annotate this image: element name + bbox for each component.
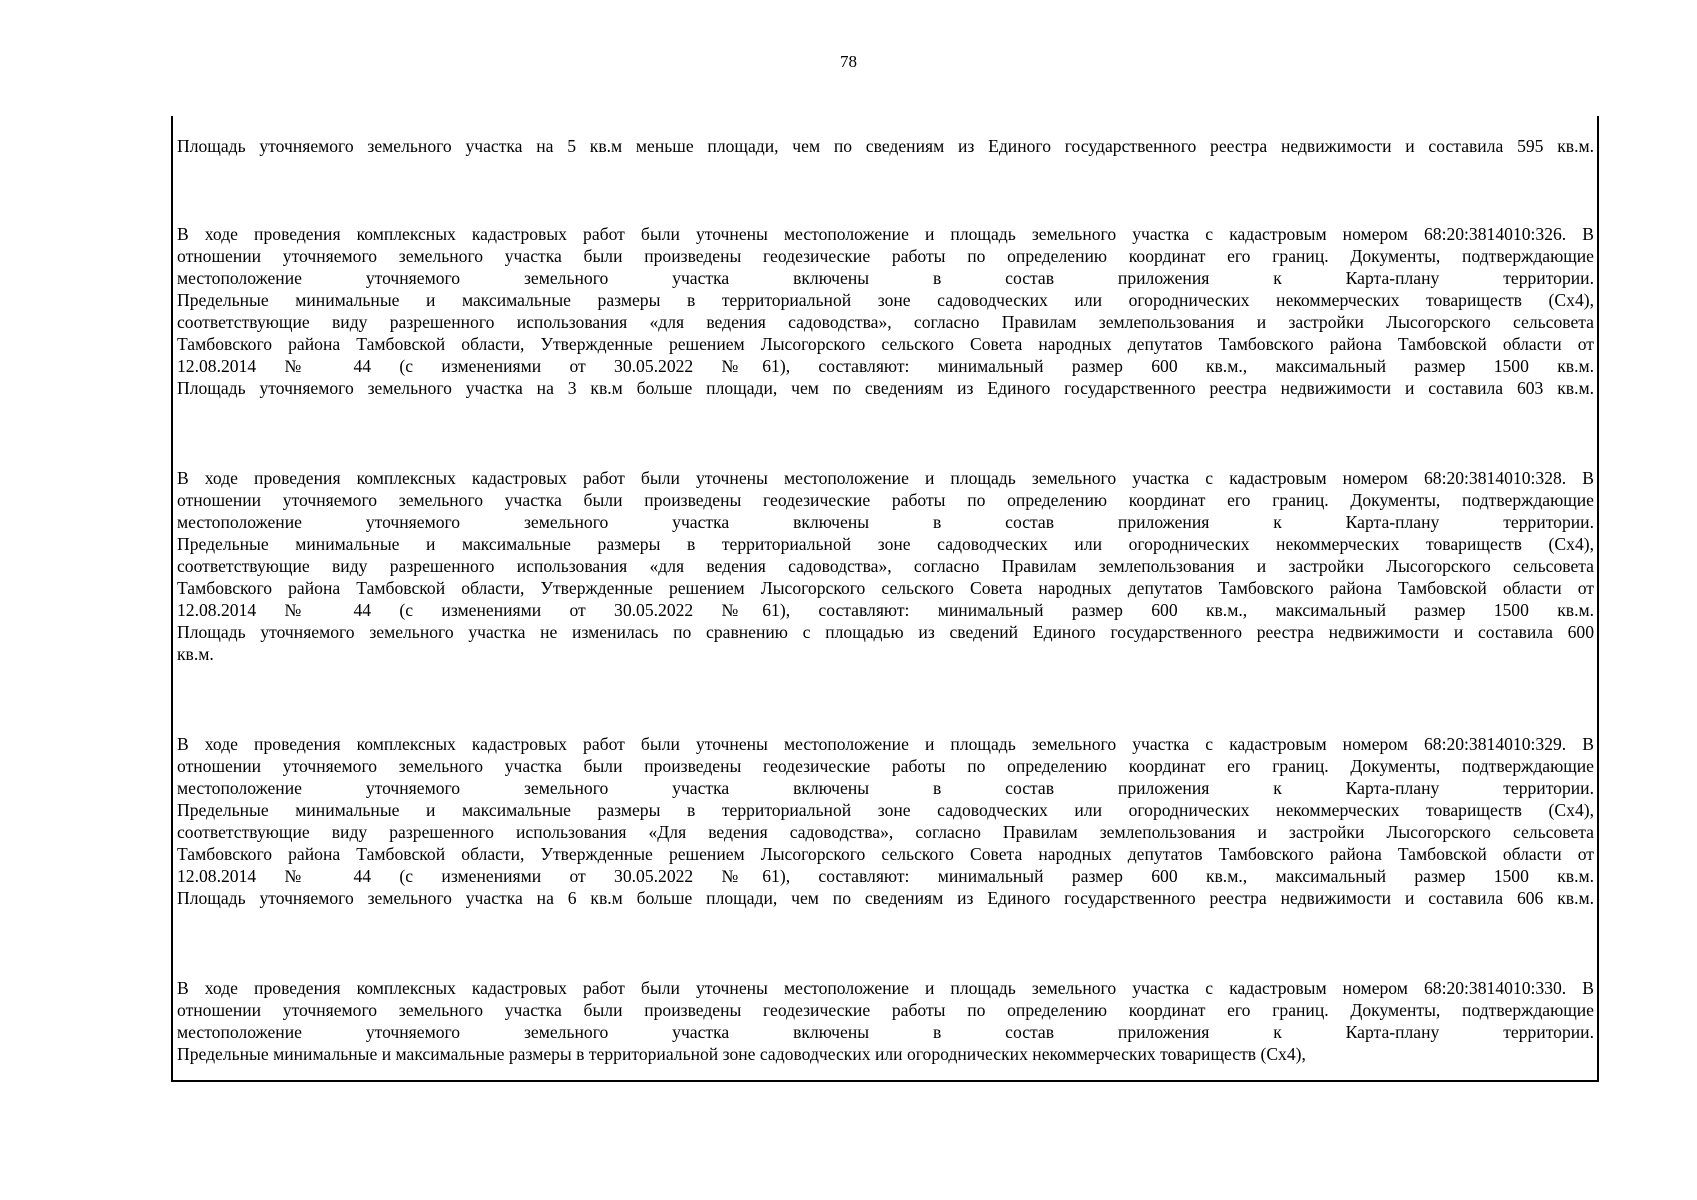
text-line: Площадь уточняемого земельного участка на 3 кв.м больше площади, чем по сведениям из Единого государственного реестра недвижимости и составила 603 кв.м. <box>177 378 1594 398</box>
paragraph-2 <box>177 223 1594 399</box>
text-line: соответствующие виду разрешенного использования «для ведения садоводства», согласно Правилам землепользования и застройки Лысогорского сельсовета <box>177 556 1594 576</box>
paragraph-5 <box>177 977 1594 1065</box>
text-line: отношении уточняемого земельного участка были произведены геодезические работы по определению координат его границ. Документы, подтверждающие <box>177 246 1594 266</box>
text-line: местоположение уточняемого земельного участка включены в состав приложения к Карта-плану территории. <box>177 778 1594 798</box>
text-line: соответствующие виду разрешенного использования «Для ведения садоводства», согласно Правилам землепользования и застройки Лысогорского сельсовета <box>177 822 1594 842</box>
text-line: Тамбовского района Тамбовской области, Утвержденные решением Лысогорского сельского Совета народных депутатов Тамбовского района Тамбовской области от <box>177 334 1594 354</box>
text-line: 12.08.2014 № 44 (с изменениями от 30.05.2022 №61), составляют: минимальный размер 600 кв.м., максимальный размер 1500 кв.м. <box>177 866 1594 886</box>
text-line: отношении уточняемого земельного участка были произведены геодезические работы по определению координат его границ. Документы, подтверждающие <box>177 490 1594 510</box>
text-line: местоположение уточняемого земельного участка включены в состав приложения к Карта-плану территории. <box>177 512 1594 532</box>
paragraph-1 <box>177 135 1594 157</box>
text-line: Тамбовского района Тамбовской области, Утвержденные решением Лысогорского сельского Совета народных депутатов Тамбовского района Тамбовской области от <box>177 578 1594 598</box>
text-line: местоположение уточняемого земельного участка включены в состав приложения к Карта-плану территории. <box>177 1022 1594 1042</box>
text-line: Площадь уточняемого земельного участка не изменилась по сравнению с площадью из сведений Единого государственного реестра недвижимости и составила 600 <box>177 622 1594 642</box>
text-line: 12.08.2014 № 44 (с изменениями от 30.05.2022 №61), составляют: минимальный размер 600 кв.м., максимальный размер 1500 кв.м. <box>177 600 1594 620</box>
text-line: 12.08.2014 № 44 (с изменениями от 30.05.2022 №61), составляют: минимальный размер 600 кв.м., максимальный размер 1500 кв.м. <box>177 356 1594 376</box>
text-line: отношении уточняемого земельного участка были произведены геодезические работы по определению координат его границ. Документы, подтверждающие <box>177 1000 1594 1020</box>
text-line: Предельные минимальные и максимальные размеры в территориальной зоне садоводческих или огороднических некоммерческих товариществ (Сх4), <box>177 290 1594 310</box>
text-line: соответствующие виду разрешенного использования «для ведения садоводства», согласно Правилам землепользования и застройки Лысогорского сельсовета <box>177 312 1594 332</box>
paragraph-4 <box>177 733 1594 909</box>
text-line: Площадь уточняемого земельного участка на 5 кв.м меньше площади, чем по сведениям из Единого государственного реестра недвижимости и составила 595 кв.м. <box>177 136 1594 156</box>
text-line: Площадь уточняемого земельного участка на 6 кв.м больше площади, чем по сведениям из Единого государственного реестра недвижимости и составила 606 кв.м. <box>177 888 1594 908</box>
text-line: В ходе проведения комплексных кадастровых работ были уточнены местоположение и площадь земельного участка с кадастровым номером 68:20:3814010:330. В <box>177 978 1594 998</box>
text-line: В ходе проведения комплексных кадастровых работ были уточнены местоположение и площадь земельного участка с кадастровым номером 68:20:3814010:326. В <box>177 224 1594 244</box>
text-line: Тамбовского района Тамбовской области, Утвержденные решением Лысогорского сельского Совета народных депутатов Тамбовского района Тамбовской области от <box>177 844 1594 864</box>
text-line: местоположение уточняемого земельного участка включены в состав приложения к Карта-плану территории. <box>177 268 1594 288</box>
text-line: В ходе проведения комплексных кадастровых работ были уточнены местоположение и площадь земельного участка с кадастровым номером 68:20:3814010:328. В <box>177 468 1594 488</box>
text-line: В ходе проведения комплексных кадастровых работ были уточнены местоположение и площадь земельного участка с кадастровым номером 68:20:3814010:329. В <box>177 734 1594 754</box>
text-line: Предельные минимальные и максимальные размеры в территориальной зоне садоводческих или огороднических некоммерческих товариществ (Сх4), <box>177 800 1594 820</box>
text-line: отношении уточняемого земельного участка были произведены геодезические работы по определению координат его границ. Документы, подтверждающие <box>177 756 1594 776</box>
text-line: кв.м. <box>177 644 214 664</box>
document-frame <box>171 116 1599 1082</box>
text-line: Предельные минимальные и максимальные размеры в территориальной зоне садоводческих или огороднических некоммерческих товариществ (Сх4), <box>177 534 1594 554</box>
page-number: 78 <box>840 52 857 71</box>
text-line: Предельные минимальные и максимальные размеры в территориальной зоне садоводческих или огороднических некоммерческих товариществ (Сх4), <box>177 1044 1306 1064</box>
paragraph-3 <box>177 467 1594 665</box>
